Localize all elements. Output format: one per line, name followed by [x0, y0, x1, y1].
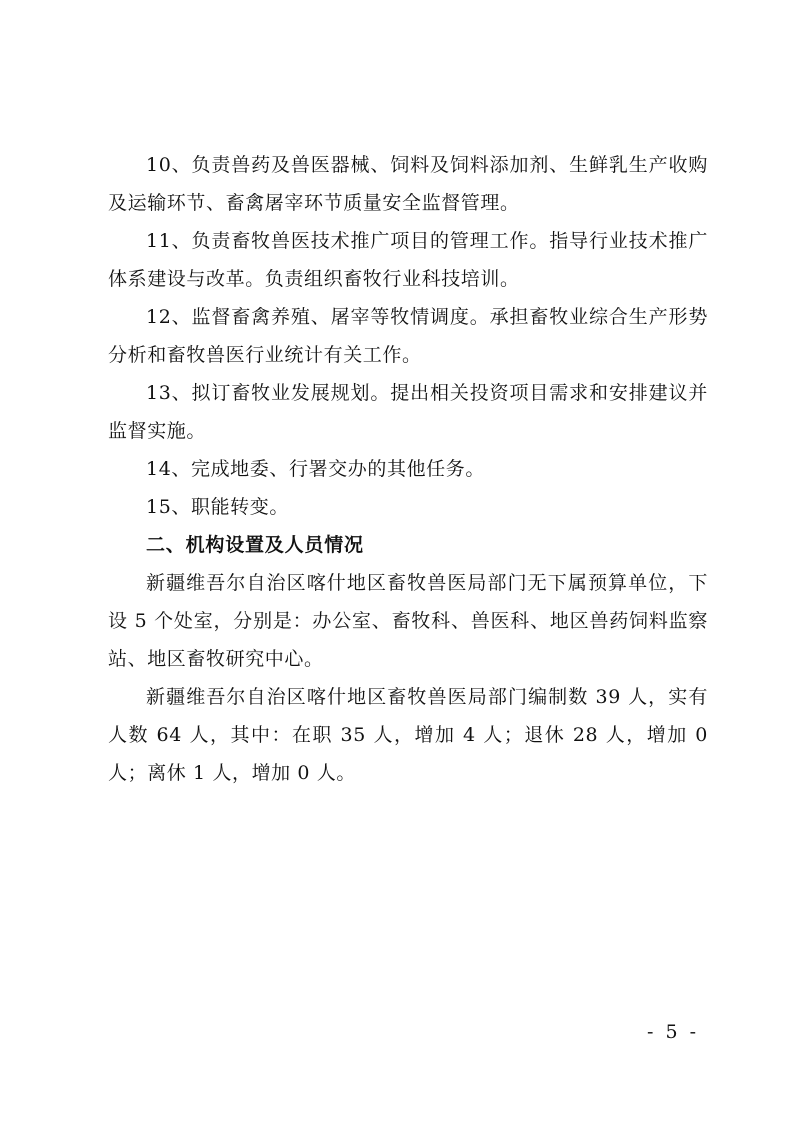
document-body	[108, 146, 708, 792]
paragraph-item-15: 15、职能转变。	[146, 496, 289, 518]
paragraph-item-12: 12、监督畜禽养殖、屠宰等牧情调度。承担畜牧业综合生产形势分析和畜牧兽医行业统计有关工作。	[108, 306, 708, 366]
paragraph-item-10: 10、负责兽药及兽医器械、饲料及饲料添加剂、生鲜乳生产收购及运输环节、畜禽屠宰环节质量安全监督管理。	[108, 154, 708, 214]
section-heading: 二、机构设置及人员情况	[146, 534, 364, 556]
page-number: - 5 -	[646, 1021, 699, 1043]
paragraph-item-11: 11、负责畜牧兽医技术推广项目的管理工作。指导行业技术推广体系建设与改革。负责组织畜牧行业科技培训。	[108, 230, 708, 290]
paragraph-item-13: 13、拟订畜牧业发展规划。提出相关投资项目需求和安排建议并监督实施。	[108, 382, 708, 442]
paragraph-item-14: 14、完成地委、行署交办的其他任务。	[146, 458, 485, 480]
paragraph-staffing: 新疆维吾尔自治区喀什地区畜牧兽医局部门编制数 39 人，实有人数 64 人，其中：在职 35 人，增加 4 人；退休 28 人，增加 0 人；离休 1 人，增加 0 人。	[108, 686, 708, 784]
paragraph-org-structure: 新疆维吾尔自治区喀什地区畜牧兽医局部门无下属预算单位，下设 5 个处室，分别是：办公室、畜牧科、兽医科、地区兽药饲料监察站、地区畜牧研究中心。	[108, 572, 708, 670]
